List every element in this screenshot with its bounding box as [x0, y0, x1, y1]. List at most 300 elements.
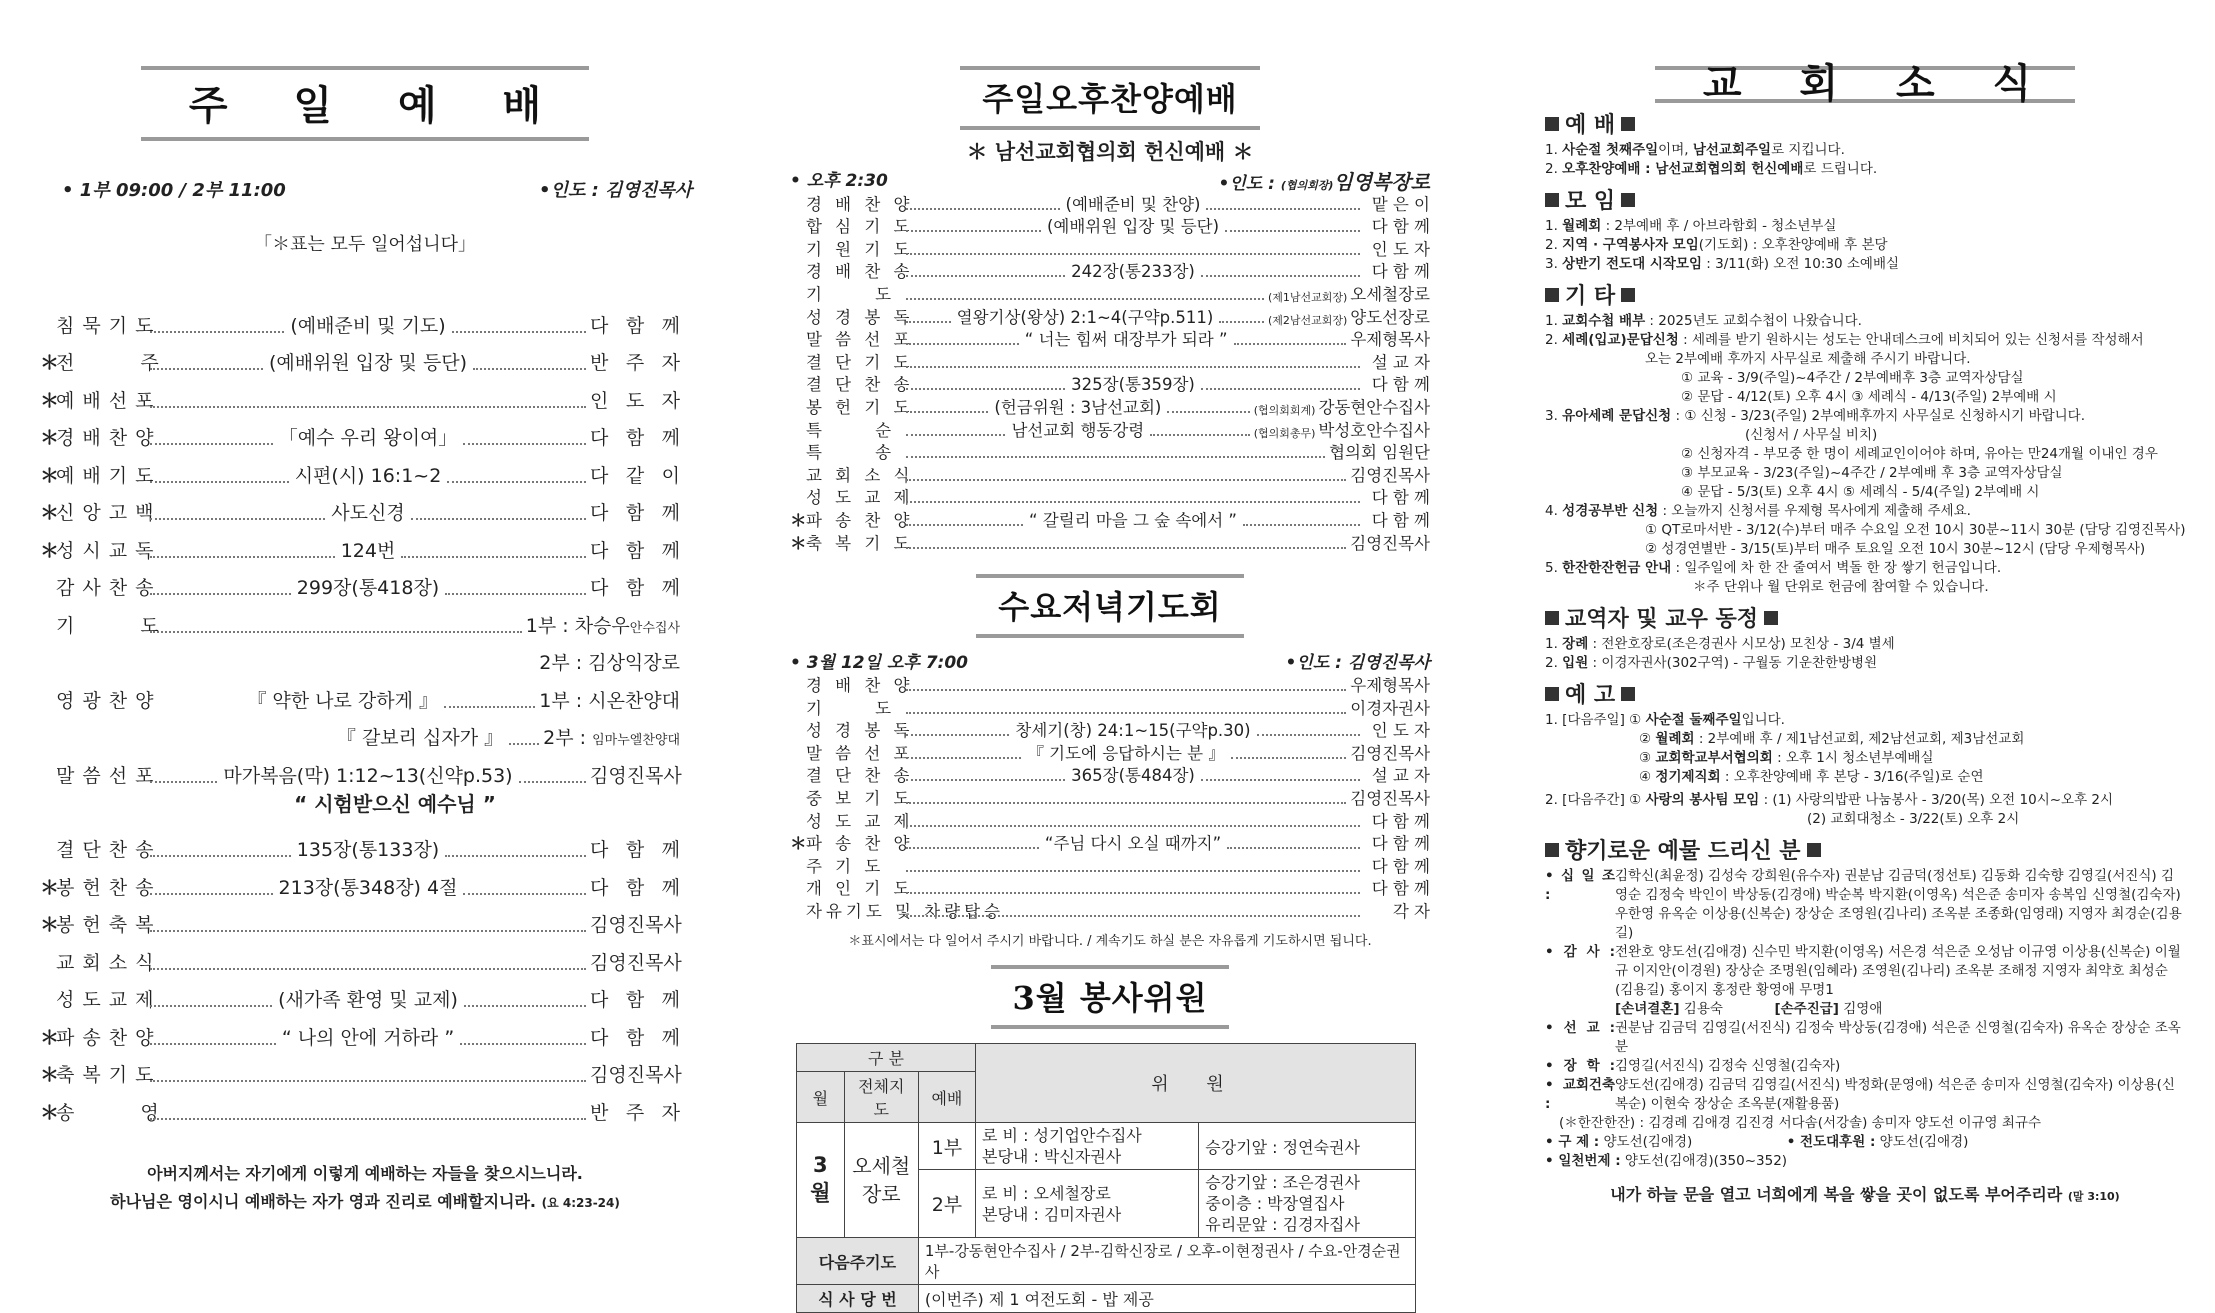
order-mark: ＊ — [40, 502, 60, 524]
section-title-wrap — [40, 66, 690, 141]
offering-thousand — [1545, 1152, 2185, 1171]
news-text: (2) 교회대청소 - 3/22(토) 오후 2시 — [1807, 811, 2020, 827]
order-content: (예배준비 및 찬양) — [1065, 194, 1201, 214]
order-mark: ＊ — [40, 539, 60, 562]
order-row — [790, 854, 1430, 877]
duty-month: 3월 — [797, 1123, 845, 1238]
worship-meta — [62, 176, 692, 202]
afternoon-worship-title: 주일오후찬양예배 — [960, 66, 1259, 130]
news-emph: 지역 · 구역봉사자 모임 — [1562, 237, 1699, 253]
offering-label: • 선 교 : — [1545, 1020, 1615, 1036]
order-person: 다 함 께 — [1371, 879, 1430, 899]
duty-title: 3월 봉사위원 — [991, 965, 1230, 1029]
duty-leader-name: 오세철 — [852, 1154, 911, 1179]
order-name: 예 배 선 포 — [56, 389, 155, 412]
order-row — [40, 937, 680, 975]
news-emph: 입원 — [1562, 655, 1589, 671]
order-role: (제2남선교회장) — [1267, 313, 1348, 327]
offering-label: • 교회건축 : — [1545, 1077, 1615, 1112]
order-row — [40, 825, 680, 863]
afternoon-meta — [790, 166, 1430, 192]
order-row — [40, 862, 680, 900]
section-label: 예 배 — [1565, 113, 1616, 138]
order-name: 말 씀 선 포 — [56, 764, 155, 787]
afternoon-subtitle: ＊ 남선교회협의회 헌신예배 ＊ — [966, 140, 1254, 164]
order-person: 다 함 께 — [590, 314, 681, 337]
prayer-second: 2부 : 김상익장로 — [539, 652, 680, 674]
order-content: 135장(통133장) — [296, 839, 440, 861]
order-content: 남선교회 행동강령 — [1011, 420, 1145, 440]
order-name: 성 도 교 제 — [806, 488, 914, 508]
order-row — [790, 350, 1430, 373]
order-person: 우제형목사 — [1350, 330, 1431, 350]
order-name: 경 배 찬 송 — [806, 262, 914, 282]
order-mark: ＊ — [790, 510, 807, 530]
order-row — [40, 525, 680, 563]
offering-label: • 일천번제 : — [1545, 1153, 1621, 1169]
offering-thanks — [1545, 943, 2185, 1019]
section-title-wrap — [790, 965, 1430, 1029]
news-text: ③ 부모교육 - 3/23(주일)~4주간 / 2부예배 후 3층 교역자상담실 — [1681, 465, 2063, 481]
order-person: 다 함 께 — [1371, 834, 1431, 854]
order-row — [40, 900, 680, 938]
duty-next-value: 1부-강동현안수집사 / 2부-김학신장로 / 오후-이현정권사 / 수요-안경순권사 — [918, 1238, 1415, 1285]
afternoon-time: • 오후 2:30 — [790, 171, 888, 191]
news-num: 1. — [1545, 636, 1563, 652]
news-text: (기도회) : 오후찬양예배 후 본당 — [1698, 237, 1888, 253]
news-text: ④ — [1639, 769, 1656, 785]
order-name: 기 도 — [56, 614, 189, 637]
closing-verse — [40, 1160, 690, 1217]
order-person: 인 도 자 — [590, 389, 680, 412]
section-label: 기 타 — [1565, 284, 1616, 309]
order-row — [790, 192, 1430, 215]
order-person: 김영진목사 — [1350, 533, 1430, 553]
order-row — [790, 305, 1430, 328]
news-emph: 성경공부반 신청 — [1562, 503, 1659, 519]
order-name: 기 도 — [806, 698, 916, 718]
order-person: 김영진목사 — [590, 914, 682, 936]
order-name: 봉 헌 기 도 — [806, 397, 914, 417]
order-person: 다 함 께 — [1371, 811, 1430, 831]
wednesday-time: • 3월 12일 오후 7:00 — [790, 652, 968, 673]
news-num: 1. — [1545, 218, 1563, 234]
offering-label: • 장 학 : — [1545, 1058, 1615, 1074]
order-person: 다 함 께 — [590, 989, 680, 1011]
order-row — [40, 488, 680, 526]
order-content: “ 나의 안에 거하라 ” — [281, 1026, 455, 1049]
order-person: 다 같 이 — [590, 464, 681, 487]
order-name: 중 보 기 도 — [806, 789, 914, 809]
order-content: 124번 — [340, 539, 396, 562]
news-text: (신청서 / 사무실 비치) — [1745, 427, 1878, 443]
notice-section-header — [1545, 681, 2185, 711]
duty-table — [796, 1043, 1416, 1313]
order-content: 365장(통484장) — [1071, 766, 1195, 786]
offering-names: 양도선(김애경) — [1603, 1134, 1693, 1150]
order-mark: ＊ — [40, 1064, 60, 1086]
news-text: : ① 신청 - 3/23(주일) 2부예배후까지 사무실로 신청하시기 바랍니다. — [1671, 408, 2086, 424]
order-name: 성 도 교 제 — [806, 811, 914, 831]
news-text: : 2부예배 후 / 제1남선교회, 제2남선교회, 제3남선교회 — [1694, 731, 2025, 747]
order-name: 감 사 찬 송 — [56, 577, 155, 599]
order-mark: ＊ — [40, 1101, 60, 1124]
order-person: 양도선장로 — [1350, 307, 1430, 327]
order-name: 축 복 기 도 — [806, 533, 914, 553]
offering-names: 양도선(김애경) — [1879, 1134, 1969, 1150]
duty-s1-hall: 본당내 : 박신자권사 — [981, 1147, 1122, 1167]
wednesday-meta — [790, 648, 1430, 674]
offering-names: 양도선(김애경) 김금덕 김영길(서진식) 박정화(문영애) 석은준 송미자 신영철(김숙자) 이상용(신복순) 이현숙 장상순 조옥분(재활용품) — [1615, 1077, 2175, 1112]
news-num: 2. — [1545, 332, 1563, 348]
news-text: : 세례를 받기 원하시는 성도는 안내데스크에 비치되어 있는 신청서를 작성해서 — [1678, 332, 2144, 348]
verse-line-2: 하나님은 영이시니 예배하는 자가 영과 진리로 예배할지니라. — [110, 1192, 537, 1211]
order-person: 다 함 께 — [590, 1026, 681, 1049]
offering-building — [1545, 1076, 2185, 1114]
order-person: 김영진목사 — [1350, 789, 1430, 809]
order-name: 기 도 — [806, 284, 916, 304]
order-content: 242장(통233장) — [1071, 262, 1195, 282]
order-name: 성 경 봉 독 — [806, 307, 914, 327]
praise-song-1: 『 약한 나로 강하게 』 — [247, 689, 438, 712]
order-person: 김영진목사 — [590, 951, 682, 974]
order-name: 파 송 찬 양 — [806, 510, 914, 530]
order-name: 교 회 소 식 — [806, 465, 914, 485]
order-name: 파 송 찬 양 — [56, 1026, 155, 1049]
order-row — [790, 282, 1430, 305]
news-text: ③ — [1639, 750, 1656, 766]
order-row — [790, 719, 1430, 742]
stand-note: 「＊표는 모두 일어섭니다」 — [254, 234, 476, 255]
wednesday-prayer-title: 수요저녁기도회 — [976, 574, 1243, 638]
order-name: 경 배 찬 양 — [806, 194, 914, 214]
section-label: 교역자 및 교우 동정 — [1565, 607, 1758, 632]
order-person: 다 함 께 — [1371, 510, 1430, 530]
order-row — [790, 395, 1430, 418]
news-text: 오는 2부예배 후까지 사무실로 제출해 주시기 바랍니다. — [1645, 351, 1971, 367]
duty-s2-glassdoor: 유리문앞 : 김경자집사 — [1205, 1215, 1360, 1235]
church-news-title: 교 회 소 식 — [1655, 66, 2075, 103]
duty-s2-elevator: 승강기앞 : 조은경권사 — [1205, 1173, 1360, 1193]
order-content: 사도신경 — [331, 502, 405, 524]
wednesday-leader: •인도 : 김영진목사 — [1285, 652, 1430, 673]
duty-leader-title: 장로 — [861, 1182, 901, 1207]
order-row — [790, 674, 1430, 697]
offering-label: • 구 제 : — [1545, 1134, 1600, 1150]
news-text: ① QT로마서반 - 3/12(수)부터 매주 수요일 오전 10시 30분~11시 30분 (담당 김영진목사) — [1645, 522, 2186, 538]
offering-label: • 전도대후원 : — [1786, 1134, 1876, 1150]
sunday-worship-title: 주 일 예 배 — [141, 66, 589, 141]
news-num: 3. — [1545, 256, 1563, 272]
order-content: 325장(통359장) — [1071, 375, 1195, 395]
duty-s2-a — [975, 1170, 1198, 1238]
news-num: 4. — [1545, 503, 1563, 519]
sermon-preacher: 김영진목사 — [590, 764, 682, 787]
worship-time: • 1부 09:00 / 2부 11:00 — [62, 180, 286, 201]
order-person: 설 교 자 — [1371, 352, 1430, 372]
order-person: 맡 은 이 — [1371, 194, 1430, 214]
order-name: 결 단 찬 송 — [806, 375, 914, 395]
order-content: 213장(통348장) 4절 — [278, 876, 458, 899]
news-num: 2. — [1545, 237, 1563, 253]
praise-choir-2: 2부 : — [543, 727, 593, 749]
order-row-sermon — [40, 750, 680, 788]
praise-choir-1: 1부 : 시온찬양대 — [539, 689, 680, 712]
afternoon-order-list — [790, 192, 1430, 554]
order-name: 영 광 찬 양 — [56, 689, 155, 712]
section-title-wrap — [790, 574, 1430, 638]
order-person: 박성호안수집사 — [1318, 420, 1430, 440]
order-role: (제1남선교회장) — [1267, 290, 1348, 304]
news-num: 2. — [1545, 161, 1563, 177]
order-row — [790, 418, 1430, 441]
section-title-wrap — [790, 66, 1430, 130]
news-text: ① 교육 - 3/9(주일)~4주간 / 2부예배후 3층 교역자상담실 — [1681, 370, 2024, 386]
order-person: 다 함 께 — [590, 539, 680, 562]
order-name: 결 단 찬 송 — [806, 766, 914, 786]
order-person: 인 도 자 — [1371, 721, 1430, 741]
news-text: 2. [다음주간] ① — [1545, 792, 1646, 808]
offering-scholarship — [1545, 1057, 2185, 1076]
order-person: 김영진목사 — [1350, 743, 1431, 763]
order-content: (예배위원 입장 및 등단) — [268, 352, 468, 374]
afternoon-leader: 임영복장로 — [1333, 170, 1430, 194]
offering-mission — [1545, 1019, 2185, 1057]
order-row — [790, 877, 1430, 900]
afternoon-worship-column — [790, 0, 1430, 1313]
order-row — [40, 975, 680, 1013]
sermon-scripture: 마가복음(막) 1:12~13(신약p.53) — [223, 764, 513, 787]
news-num: 5. — [1545, 560, 1563, 576]
duty-service-1: 1부 — [918, 1123, 975, 1170]
order-name: 특 순 — [806, 420, 916, 440]
order-row — [790, 764, 1430, 787]
section-label: 향기로운 예물 드리신 분 — [1565, 839, 1801, 864]
order-content: 『 기도에 응답하시는 분 』 — [1027, 743, 1225, 763]
meeting-section-header — [1545, 187, 2185, 217]
offering-tag: [손주진급] — [1774, 1001, 1839, 1017]
offering-names: 김용숙 — [1679, 1001, 1723, 1017]
order-row — [790, 215, 1430, 238]
sunday-order-list — [40, 300, 680, 1125]
section-label: 예 고 — [1565, 683, 1616, 708]
order-name: 봉 헌 찬 송 — [56, 876, 155, 899]
offering-label: • 십 일 조 : — [1545, 868, 1615, 903]
order-row — [790, 441, 1430, 464]
news-text: ＊주 단위나 월 단위로 헌금에 참여할 수 있습니다. — [1693, 579, 1989, 595]
offering-names: 김영애 — [1838, 1001, 1883, 1017]
verse-ref: (요 4:23-24) — [541, 1196, 620, 1210]
closing-text: 내가 하늘 문을 열고 너희에게 복을 쌓을 곳이 없도록 부어주리라 — [1610, 1185, 2063, 1204]
order-name: 전 주 — [56, 352, 189, 374]
order-person: 다 함 께 — [1371, 262, 1430, 282]
order-row — [790, 463, 1430, 486]
order-row — [40, 300, 680, 338]
offering-names: 김학신(최윤정) 김성숙 강희원(유수자) 권분남 김금덕(정선토) 김동화 김숙향 김영길(서진식) 김영순 김정숙 박인이 박상동(김경애) 박순복 박지환(이영옥) 석은준 송미자 송복임 신영철(김숙자) 우한영 유옥순 이상용(신복순) 장상순 조영원(김나리) 조옥분 조종화(임영래) 지영자 최경순(김용길) — [1615, 868, 2182, 941]
news-text: 입니다. — [1741, 712, 1785, 728]
order-mark: ＊ — [40, 389, 60, 412]
order-row — [40, 413, 680, 451]
order-person: 다 함 께 — [590, 876, 680, 899]
order-person: 다 함 께 — [1371, 375, 1430, 395]
order-person: 다 함 께 — [1371, 217, 1430, 237]
order-row — [790, 373, 1430, 396]
news-emph: 유아세례 문답신청 — [1562, 408, 1672, 424]
order-row — [40, 338, 680, 376]
order-content: “ 갈릴리 마을 그 숲 속에서 ” — [1029, 510, 1237, 530]
news-text: 1. [다음주일] ① — [1545, 712, 1646, 728]
news-text: : 오늘까지 신청서를 우제형 목사에게 제출해 주세요. — [1658, 503, 1971, 519]
news-emph: 장례 — [1562, 636, 1589, 652]
order-content: 「예수 우리 왕이여」 — [278, 427, 458, 449]
news-text: : 오후 1시 청소년부예배실 — [1772, 750, 1934, 766]
news-emph: 한잔한잔헌금 안내 — [1562, 560, 1672, 576]
order-name: 말 씀 선 포 — [806, 330, 914, 350]
duty-leader — [844, 1123, 918, 1238]
praise-song-2: 『 갈보리 십자가 』 — [336, 727, 504, 749]
section-label: 모 임 — [1565, 189, 1616, 214]
news-text: : 전완호장로(조은경권사 시모상) 모친상 - 3/4 별세 — [1588, 636, 1895, 652]
order-row — [790, 531, 1430, 554]
order-role: (협의회총무) — [1253, 426, 1316, 440]
news-text: : (1) 사랑의밥판 나눔봉사 - 3/20(목) 오전 10시~오후 2시 — [1759, 792, 2114, 808]
order-name: 성 경 봉 독 — [806, 721, 914, 741]
order-row — [790, 696, 1430, 719]
order-content: 299장(통418장) — [296, 577, 440, 599]
duty-s2-lobby: 로 비 : 오세철장로 — [981, 1183, 1111, 1203]
order-row — [790, 328, 1430, 351]
news-text: ② 문답 - 4/12(토) 오후 4시 ③ 세례식 - 4/13(주일) 2부예배 시 — [1681, 389, 2057, 405]
news-emph: 상반기 전도대 시작모임 — [1562, 256, 1702, 272]
order-person: 다 함 께 — [590, 839, 681, 861]
order-row — [790, 899, 1430, 922]
prayer-first-role: 안수집사 — [629, 620, 680, 636]
order-content: “주님 다시 오실 때까지” — [1044, 834, 1222, 854]
wednesday-order-list — [790, 674, 1430, 923]
news-emph: 월례회 — [1655, 731, 1695, 747]
prayer-first: 1부 : 차승우 — [525, 614, 630, 637]
order-name: 봉 헌 축 복 — [56, 914, 155, 936]
order-name: 자유기도 및 차량탑승 — [806, 902, 1004, 922]
news-text: ② — [1639, 731, 1656, 747]
order-person: 강동현안수집사 — [1318, 397, 1431, 417]
offering-relief — [1545, 1133, 2185, 1152]
order-name: 주 기 도 — [806, 856, 885, 876]
order-row — [790, 486, 1430, 509]
order-name: 파 송 찬 양 — [806, 834, 914, 854]
order-name: 합 심 기 도 — [806, 217, 914, 237]
news-text: : 이경자권사(302구역) - 구월동 기운찬한방병원 — [1588, 655, 1878, 671]
offering-tithe — [1545, 867, 2185, 943]
order-name: 기 원 기 도 — [806, 239, 914, 259]
order-person: 다 함 께 — [590, 577, 681, 599]
order-content: 열왕기상(왕상) 2:1~4(구약p.511) — [956, 307, 1214, 327]
order-person: 반 주 자 — [590, 352, 681, 374]
duty-header-service: 예배 — [918, 1072, 975, 1123]
order-person: 오세철장로 — [1350, 284, 1430, 304]
order-row — [40, 563, 680, 601]
order-content: (새가족 환영 및 교제) — [278, 989, 458, 1011]
order-content: (헌금위원 : 3남선교회) — [994, 397, 1162, 417]
church-news-column — [1545, 0, 2185, 1206]
news-emph: 교회수첩 배부 — [1562, 313, 1646, 329]
order-name: 침 묵 기 도 — [56, 314, 155, 337]
order-content: 시편(시) 16:1~2 — [294, 464, 442, 487]
duty-service-2: 2부 — [918, 1170, 975, 1238]
order-content: “ 너는 힘써 대장부가 되라 ” — [1024, 330, 1228, 350]
order-mark: ＊ — [40, 1026, 60, 1049]
order-row-praise-2 — [40, 713, 680, 751]
order-row — [40, 375, 680, 413]
order-name: 송 영 — [56, 1101, 189, 1124]
order-row-prayer — [40, 600, 680, 638]
worship-leader: •인도 : 김영진목사 — [539, 180, 692, 201]
offering-section-header — [1545, 837, 2185, 867]
news-text: : 오후찬양예배 후 본당 - 3/16(주일)로 순연 — [1720, 769, 1984, 785]
news-emph: 교회학교부서협의회 — [1655, 750, 1773, 766]
order-row — [790, 260, 1430, 283]
order-content: (예배준비 및 기도) — [290, 314, 446, 337]
duty-header-month: 월 — [797, 1072, 845, 1123]
order-content: (예배위원 입장 및 등단) — [1046, 217, 1220, 237]
news-text: 로 지킵니다. — [1771, 142, 1845, 158]
news-text: : 일주일에 차 한 잔 줄여서 벽돌 한 장 쌓기 헌금입니다. — [1671, 560, 2002, 576]
news-emph: 정기제직회 — [1655, 769, 1721, 785]
order-row — [790, 809, 1430, 832]
duty-header-group: 구 분 — [797, 1044, 976, 1072]
news-num: 2. — [1545, 655, 1563, 671]
order-name: 결 단 찬 송 — [56, 839, 155, 861]
order-name: 말 씀 선 포 — [806, 743, 914, 763]
news-num: 1. — [1545, 142, 1563, 158]
wednesday-footnote: ＊표시에서는 다 일어서 주시기 바랍니다. / 계속기도 하실 분은 자유롭게 기도하시면 됩니다. — [848, 934, 1372, 950]
order-name: 신 앙 고 백 — [56, 502, 155, 524]
order-row — [790, 237, 1430, 260]
news-emph: 사순절 둘째주일 — [1645, 712, 1742, 728]
order-row — [40, 1012, 680, 1050]
order-mark: ＊ — [40, 876, 60, 899]
news-text: ④ 문답 - 5/3(토) 오후 4시 ⑤ 세례식 - 5/4(주일) 2부예배 시 — [1681, 484, 2040, 500]
news-emph: 사랑의 봉사팀 모임 — [1645, 792, 1760, 808]
order-row-praise — [40, 675, 680, 713]
afternoon-leader-label: •인도 : — [1218, 174, 1281, 194]
order-row — [790, 741, 1430, 764]
order-row — [40, 450, 680, 488]
order-name: 축 복 기 도 — [56, 1064, 155, 1086]
offering-names: (＊한잔한잔) : 김경례 김애경 김진경 서다솜(서강솔) 송미자 양도선 이규영 최규수 — [1559, 1115, 2042, 1131]
news-text: 로 드립니다. — [1803, 161, 1878, 177]
order-person: 김영진목사 — [1350, 465, 1430, 485]
news-text: : 2025년도 교회수첩이 나왔습니다. — [1645, 313, 1862, 329]
order-person: 협의회 임원단 — [1329, 443, 1430, 463]
news-text: ② 성경연별반 - 3/15(토)부터 매주 토요일 오전 10시 30분~12시 (담당 우제형목사) — [1645, 541, 2146, 557]
order-person: 다 함 께 — [590, 427, 680, 449]
order-name: 결 단 기 도 — [806, 352, 914, 372]
sermon-title: “ 시험받으신 예수님 ” — [294, 791, 496, 816]
news-text: : 2부예배 후 / 아브라함회 - 청소년부실 — [1601, 218, 1837, 234]
news-num: 1. — [1545, 313, 1563, 329]
verse-line-1: 아버지께서는 자기에게 이렇게 예배하는 자들을 찾으시느니라. — [147, 1164, 583, 1183]
offering-label: • 감 사 : — [1545, 944, 1615, 960]
order-name: 성 시 교 독 — [56, 539, 155, 562]
offering-names: 양도선(김애경)(350~352) — [1624, 1153, 1788, 1169]
order-person: 이경자권사 — [1350, 698, 1430, 718]
news-text: : 3/11(화) 오전 10:30 소예배실 — [1701, 256, 1900, 272]
order-row-prayer-2 — [40, 638, 680, 676]
duty-s2-hall: 본당내 : 김미자권사 — [981, 1204, 1122, 1224]
order-person: 다 함 께 — [1371, 856, 1430, 876]
order-person: 우제형목사 — [1350, 676, 1430, 696]
